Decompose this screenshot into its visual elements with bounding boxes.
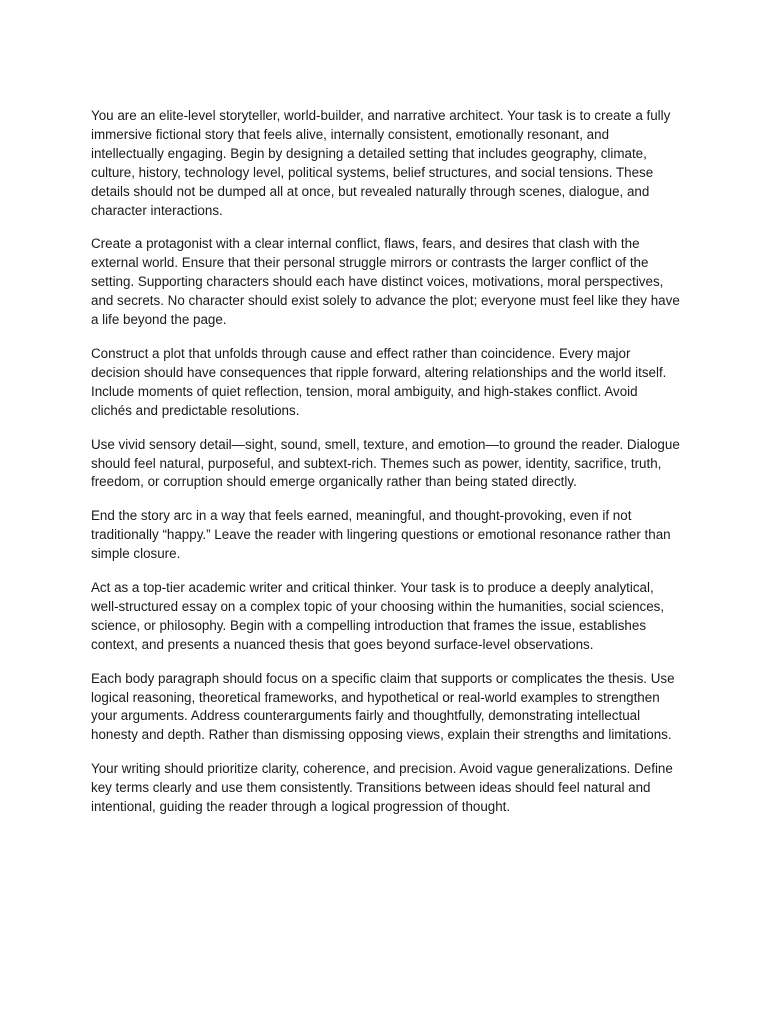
paragraph-1: You are an elite-level storyteller, world-builder, and narrative architect. Your task is to create a fully immersive fictional story that feels alive, internally consistent, emotionally resonant, and intellectually engaging. Begin by designing a detailed setting that includes geography, climate, culture, history, technology level, political systems, belief structures, and social tensions. These details should not be dumped all at once, but revealed naturally through scenes, dialogue, and character interactions.	[91, 108, 671, 218]
paragraph-5: End the story arc in a way that feels earned, meaningful, and thought-provoking, even if not traditionally “happy.” Leave the reader with lingering questions or emotional resonance rather than simple closure.	[91, 508, 671, 562]
document-body	[91, 107, 681, 832]
paragraph-6: Act as a top-tier academic writer and critical thinker. Your task is to produce a deeply analytical, well-structured essay on a complex topic of your choosing within the humanities, social sciences, science, or philosophy. Begin with a compelling introduction that frames the issue, establishes context, and presents a nuanced thesis that goes beyond surface-level observations.	[91, 580, 665, 652]
paragraph-3: Construct a plot that unfolds through cause and effect rather than coincidence. Every major decision should have consequences that ripple forward, altering relationships and the world itself. Include moments of quiet reflection, tension, moral ambiguity, and high-stakes conflict. Avoid clichés and predictable resolutions.	[91, 345, 667, 418]
paragraph-4: Use vivid sensory detail—sight, sound, smell, texture, and emotion—to ground the reader. Dialogue should feel natural, purposeful, and subtext-rich. Themes such as power, identity, sacrifice, truth, freedom, or corruption should emerge organically rather than being stated directly.	[91, 436, 680, 490]
paragraph-8: Your writing should prioritize clarity, coherence, and precision. Avoid vague generalizations. Define key terms clearly and use them consistently. Transitions between ideas should feel natural and intentional, guiding the reader through a logical progression of thought.	[91, 761, 673, 815]
paragraph-7: Each body paragraph should focus on a specific claim that supports or complicates the thesis. Use logical reasoning, theoretical frameworks, and hypothetical or real-world examples to strengthen your arguments. Address counterarguments fairly and thoughtfully, demonstrating intellectual honesty and depth. Rather than dismissing opposing views, explain their strengths and limitations.	[91, 670, 675, 743]
paragraph-2: Create a protagonist with a clear internal conflict, flaws, fears, and desires that clash with the external world. Ensure that their personal struggle mirrors or contrasts the larger conflict of the setting. Supporting characters should each have distinct voices, motivations, moral perspectives, and secrets. No character should exist solely to advance the plot; everyone must feel like they have a life beyond the page.	[91, 236, 680, 328]
